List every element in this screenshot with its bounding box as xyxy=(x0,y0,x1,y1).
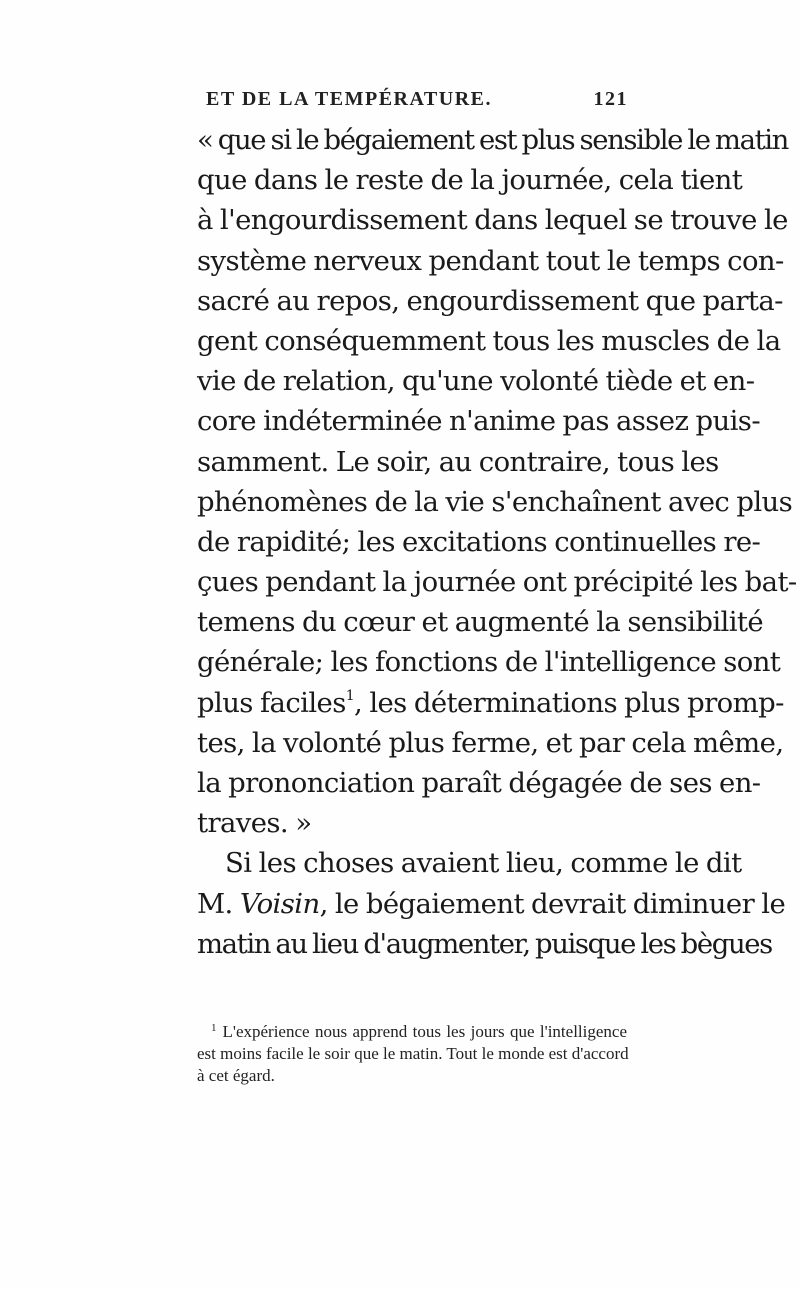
footnote-line: à cet égard. xyxy=(197,1066,275,1085)
text-fragment: plus faciles xyxy=(197,686,346,719)
text-line: phénomènes de la vie s'enchaînent avec plus xyxy=(197,485,793,518)
text-line: la prononciation paraît dégagée de ses en- xyxy=(197,767,761,799)
footnote-mark: 1 xyxy=(211,1022,217,1034)
footnote-text: L'expérience nous apprend tous les jours que l'intelligence xyxy=(222,1022,627,1041)
page-number: 121 xyxy=(593,88,628,110)
footnotes xyxy=(197,1021,627,1087)
main-text xyxy=(197,120,797,964)
text-line: samment. Le soir, au contraire, tous les xyxy=(197,445,719,478)
text-line: générale; les fonctions de l'intelligence sont xyxy=(197,646,781,679)
text-line: core indéterminée n'anime pas assez puis- xyxy=(197,405,761,438)
text-line: tes, la volonté plus ferme, et par cela même, xyxy=(197,726,784,759)
text-line: système nerveux pendant tout le temps con- xyxy=(197,244,784,277)
text-fragment: , les déterminations plus promp- xyxy=(354,686,784,719)
text-line xyxy=(197,884,786,924)
text-line: vie de relation, qu'une volonté tiède et en- xyxy=(197,365,755,398)
text-line: Si les choses avaient lieu, comme le dit xyxy=(225,847,742,880)
text-line: « que si le bégaiement est plus sensible le matin xyxy=(197,124,788,156)
footnote-reference[interactable]: 1 xyxy=(345,687,355,704)
text-line: de rapidité; les excitations continuelles re- xyxy=(197,525,761,558)
footnote-line: est moins facile le soir que le matin. Tout le monde est d'accord xyxy=(197,1044,629,1063)
text-line: à l'engourdissement dans lequel se trouve le xyxy=(197,204,788,237)
text-line: çues pendant la journée ont précipité les bat- xyxy=(197,566,797,599)
text-line: sacré au repos, engourdissement que parta- xyxy=(197,284,783,317)
text-line: matin au lieu d'augmenter, puisque les bègues xyxy=(197,927,772,960)
running-head xyxy=(196,88,628,114)
running-title: ET DE LA TEMPÉRATURE. xyxy=(206,88,493,110)
text-line: temens du cœur et augmenté la sensibilité xyxy=(197,606,764,639)
text-fragment: , le bégaiement devrait diminuer le xyxy=(319,887,786,920)
author-name: Voisin xyxy=(239,887,320,920)
text-line: traves. » xyxy=(197,807,312,840)
text-fragment: M. xyxy=(197,887,240,920)
text-line xyxy=(197,683,784,723)
footnote-line xyxy=(197,1021,627,1043)
text-line: que dans le reste de la journée, cela tient xyxy=(197,164,743,197)
text-line: gent conséquemment tous les muscles de la xyxy=(197,324,781,357)
